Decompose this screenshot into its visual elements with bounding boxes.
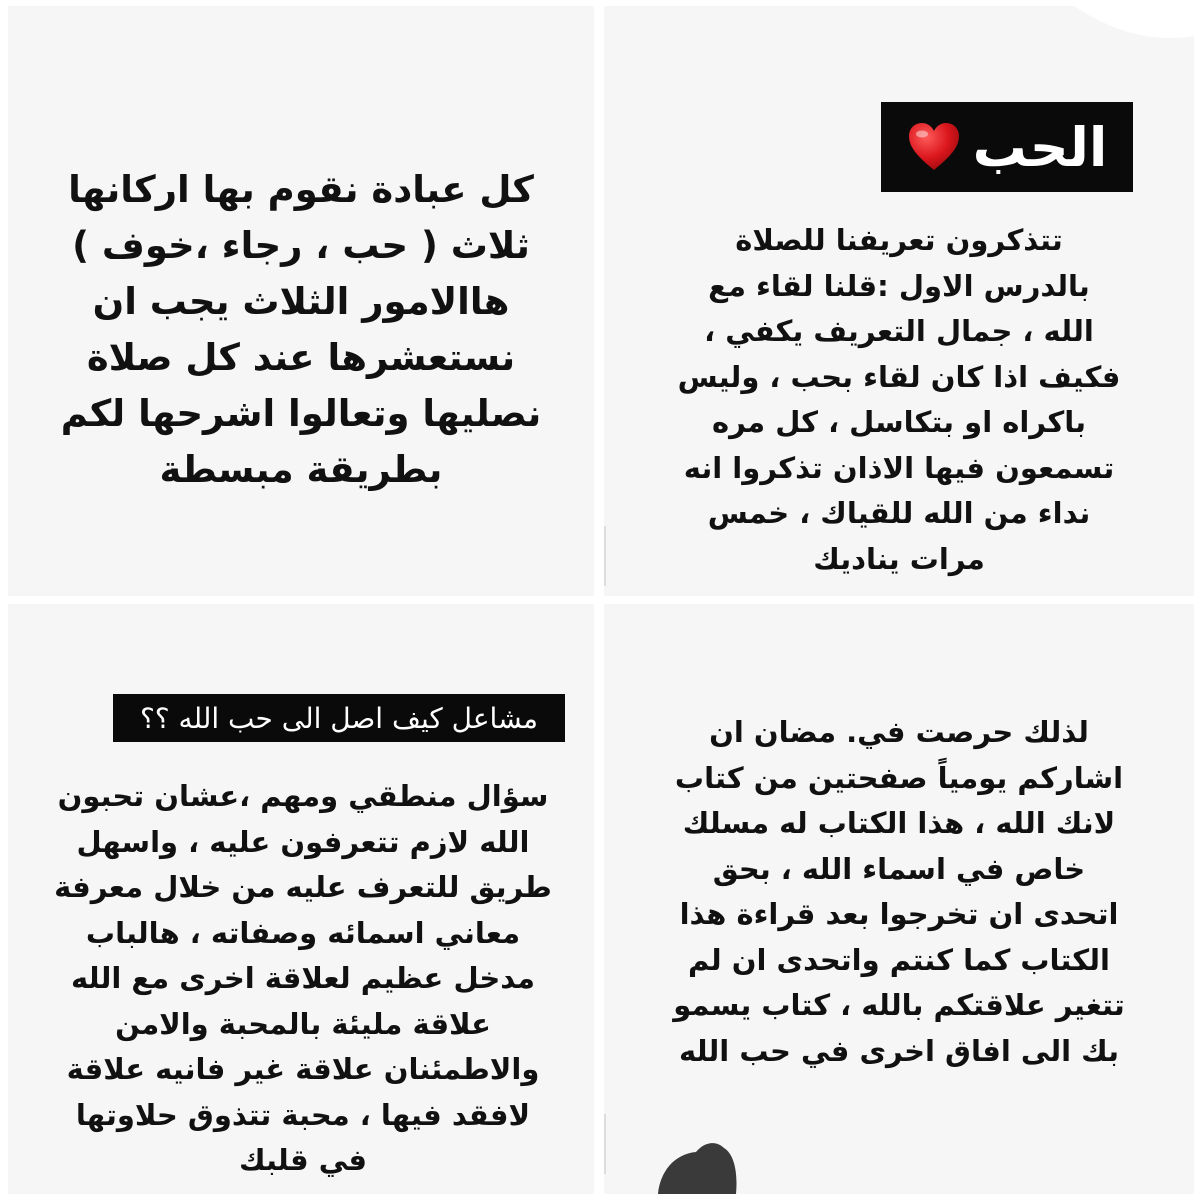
divider — [604, 1114, 606, 1174]
red-heart-icon — [907, 122, 961, 172]
panel-text: سؤال منطقي ومهم ،عشان تحبون الله لازم تتعرفون عليه ، واسهل طريق للتعرف عليه من خلال معرفة معاني اسمائه وصفاته ، هالباب مدخل عظيم لعلاقة اخرى مع الله علاقة مليئة بالمحبة والامن والاطمئنان علاقة غير فانيه علاقة لافقد فيها ، محبة تتذوق حلاوتها في قلبك — [54, 779, 552, 1177]
story-panel-top-right — [604, 6, 1194, 596]
section-title: مشاعل كيف اصل الى حب الله ؟؟ — [113, 694, 565, 742]
panel-text: كل عبادة نقوم بها اركانها ثلاث ( حب ، رجاء ،خوف ) هاالامور الثلاث يجب ان نستعشرها عند كل صلاة نصليها وتعالوا اشرحها لكم بطريقة مبسطة — [60, 168, 542, 491]
story-panel-top-left — [8, 6, 594, 596]
page-curl-decoration — [1074, 6, 1194, 56]
panel-text: تتذكرون تعريفنا للصلاة بالدرس الاول :قلنا لقاء مع الله ، جمال التعريف يكفي ، فكيف اذا كان لقاء بحب ، وليس باكراه او بتكاسل ، كل مره تسمعون فيها الاذان تذكروا انه نداء من الله للقياك ، خمس مرات يناديك — [677, 223, 1121, 576]
panel-text: لذلك حرصت في. مضان ان اشاركم يومياً صفحتين من كتاب لانك الله ، هذا الكتاب له مسلك خاص في اسماء الله ، بحق اتحدى ان تخرجوا بعد قراءة هذا الكتاب كما كنتم واتحدى ان لم تتغير علاقتكم بالله ، كتاب يسمو بك الى افاق اخرى في حب الله — [673, 715, 1125, 1068]
section-title — [881, 102, 1133, 192]
dark-shape-decoration — [650, 1132, 740, 1194]
divider — [604, 526, 606, 586]
story-panel-bottom-left — [8, 604, 594, 1194]
story-panel-bottom-right — [604, 604, 1194, 1194]
title-label: الحب — [972, 115, 1108, 179]
